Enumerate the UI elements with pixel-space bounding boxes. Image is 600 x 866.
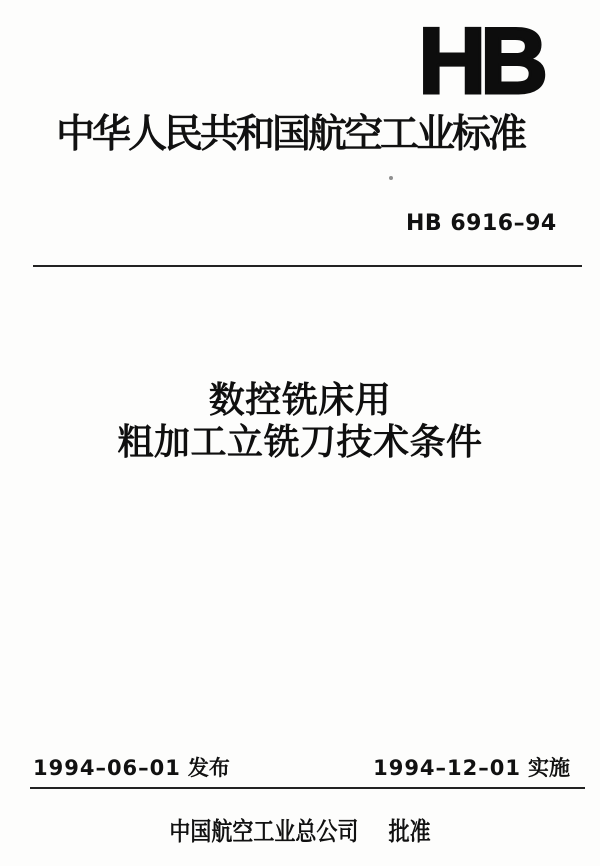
scan-speck bbox=[389, 176, 393, 180]
approver-row bbox=[48, 812, 552, 848]
implement-date-value: 1994–12–01 bbox=[373, 756, 521, 780]
issue-date-label: 发布 bbox=[187, 756, 230, 780]
issue-date-value: 1994–06–01 bbox=[33, 756, 181, 780]
standard-number: HB 6916–94 bbox=[406, 211, 557, 236]
implement-date bbox=[373, 752, 570, 782]
hb-logo: HB bbox=[418, 8, 542, 113]
approver-name: 中国航空工业总公司 bbox=[169, 817, 359, 846]
approve-label: 批准 bbox=[388, 817, 431, 846]
implement-date-label: 实施 bbox=[528, 756, 570, 780]
horizontal-rule-bottom bbox=[30, 787, 585, 789]
document-title bbox=[0, 380, 600, 464]
horizontal-rule-top bbox=[33, 265, 582, 267]
document-title-line1: 数控铣床用 bbox=[208, 380, 392, 421]
document-title-line2: 粗加工立铣刀技术条件 bbox=[117, 422, 483, 463]
issue-date bbox=[33, 752, 230, 782]
standard-org-title: 中华人民共和国航空工业标准 bbox=[56, 112, 525, 157]
dates-row bbox=[33, 752, 570, 782]
